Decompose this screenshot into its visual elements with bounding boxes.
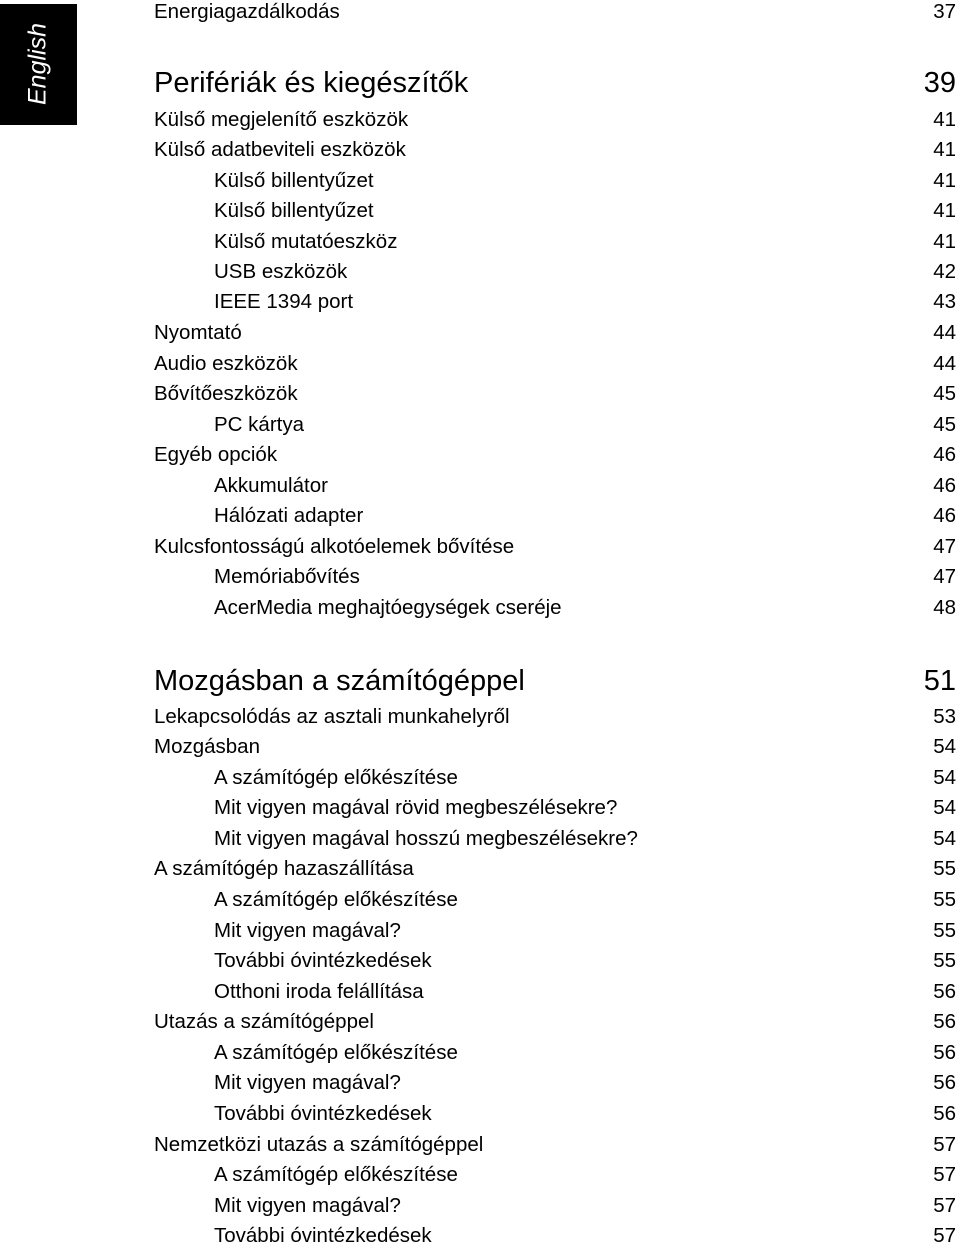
toc-subentry-page: 57 [933, 1163, 956, 1186]
toc-subentry-page: 56 [933, 1041, 956, 1064]
toc-entry-page: 41 [933, 108, 956, 131]
toc-entry-title: Energiagazdálkodás [154, 0, 340, 23]
toc-subentry-page: 43 [933, 290, 956, 313]
toc-subentry-page: 45 [933, 413, 956, 436]
toc-entry-title: Mozgásban [154, 735, 260, 758]
toc-subentry-title: További óvintézkedések [214, 1102, 432, 1125]
toc-entry-page: 56 [933, 1010, 956, 1033]
toc-subentry-page: 56 [933, 1102, 956, 1125]
toc-entry-title: Nemzetközi utazás a számítógéppel [154, 1133, 484, 1156]
toc-entry-page: 55 [933, 857, 956, 880]
toc-entry-page: 47 [933, 535, 956, 558]
toc-subentry-page: 46 [933, 504, 956, 527]
toc-subentry-title: Memóriabővítés [214, 565, 360, 588]
toc-entry-page: 57 [933, 1133, 956, 1156]
toc-subentry-title: Mit vigyen magával hosszú megbeszélésekre? [214, 827, 638, 850]
toc-subentry-title: Mit vigyen magával? [214, 1071, 401, 1094]
toc-subentry-page: 54 [933, 796, 956, 819]
toc-subentry-title: További óvintézkedések [214, 949, 432, 972]
toc-subentry-title: Mit vigyen magával? [214, 1194, 401, 1217]
toc-subentry-title: PC kártya [214, 413, 304, 436]
toc-chapter-title: Mozgásban a számítógéppel [154, 665, 525, 697]
toc-subentry-title: Akkumulátor [214, 474, 328, 497]
toc-entry-title: Lekapcsolódás az asztali munkahelyről [154, 705, 510, 728]
toc-subentry-page: 56 [933, 980, 956, 1003]
toc-subentry-title: A számítógép előkészítése [214, 888, 458, 911]
toc-entry-title: Külső megjelenítő eszközök [154, 108, 409, 131]
toc-subentry-page: 56 [933, 1071, 956, 1094]
toc-subentry-title: Hálózati adapter [214, 504, 364, 527]
toc-subentry-title: A számítógép előkészítése [214, 1041, 458, 1064]
toc-subentry-page: 41 [933, 199, 956, 222]
toc-subentry-page: 47 [933, 565, 956, 588]
toc-entry-page: 54 [933, 735, 956, 758]
toc-subentry-title: USB eszközök [214, 260, 348, 283]
toc-entry-page: 45 [933, 382, 956, 405]
toc-entry-page: 53 [933, 705, 956, 728]
toc-entry-title: Egyéb opciók [154, 443, 278, 466]
toc-subentry-page: 46 [933, 474, 956, 497]
toc-subentry-page: 41 [933, 230, 956, 253]
toc-entry-title: Nyomtató [154, 321, 242, 344]
toc-subentry-page: 55 [933, 919, 956, 942]
toc-subentry-page: 57 [933, 1224, 956, 1247]
toc-entry-title: Kulcsfontosságú alkotóelemek bővítése [154, 535, 515, 558]
toc-subentry-page: 42 [933, 260, 956, 283]
language-tab [0, 4, 77, 125]
toc-entry-page: 37 [933, 0, 956, 23]
language-tab-label: English [23, 23, 52, 105]
toc-subentry-title: Mit vigyen magával? [214, 919, 401, 942]
toc-subentry-page: 54 [933, 766, 956, 789]
toc-subentry-page: 54 [933, 827, 956, 850]
toc-subentry-page: 48 [933, 596, 956, 619]
toc-subentry-title: Otthoni iroda felállítása [214, 980, 424, 1003]
toc-entry-title: Audio eszközök [154, 352, 298, 375]
toc-chapter-title: Perifériák és kiegészítők [154, 67, 469, 99]
toc-subentry-title: Külső mutatóeszköz [214, 230, 398, 253]
toc-subentry-title: További óvintézkedések [214, 1224, 432, 1247]
toc-chapter-page: 39 [923, 67, 956, 99]
toc-subentry-title: Külső billentyűzet [214, 199, 374, 222]
toc-subentry-title: IEEE 1394 port [214, 290, 354, 313]
toc-entry-page: 44 [933, 321, 956, 344]
toc-entry-page: 41 [933, 138, 956, 161]
toc-entry-title: Utazás a számítógéppel [154, 1010, 374, 1033]
toc-entry-title: Bővítőeszközök [154, 382, 298, 405]
toc-subentry-title: Külső billentyűzet [214, 169, 374, 192]
toc-entry-title: Külső adatbeviteli eszközök [154, 138, 406, 161]
toc-entry-page: 44 [933, 352, 956, 375]
table-of-contents [154, 0, 956, 1248]
toc-entry-title: A számítógép hazaszállítása [154, 857, 414, 880]
toc-subentry-page: 55 [933, 949, 956, 972]
toc-entry-page: 46 [933, 443, 956, 466]
toc-subentry-title: Mit vigyen magával rövid megbeszélésekre? [214, 796, 618, 819]
toc-subentry-page: 57 [933, 1194, 956, 1217]
toc-subentry-title: A számítógép előkészítése [214, 766, 458, 789]
toc-subentry-page: 55 [933, 888, 956, 911]
toc-chapter-page: 51 [923, 665, 956, 697]
toc-subentry-title: A számítógép előkészítése [214, 1163, 458, 1186]
toc-subentry-title: AcerMedia meghajtóegységek cseréje [214, 596, 562, 619]
toc-subentry-page: 41 [933, 169, 956, 192]
